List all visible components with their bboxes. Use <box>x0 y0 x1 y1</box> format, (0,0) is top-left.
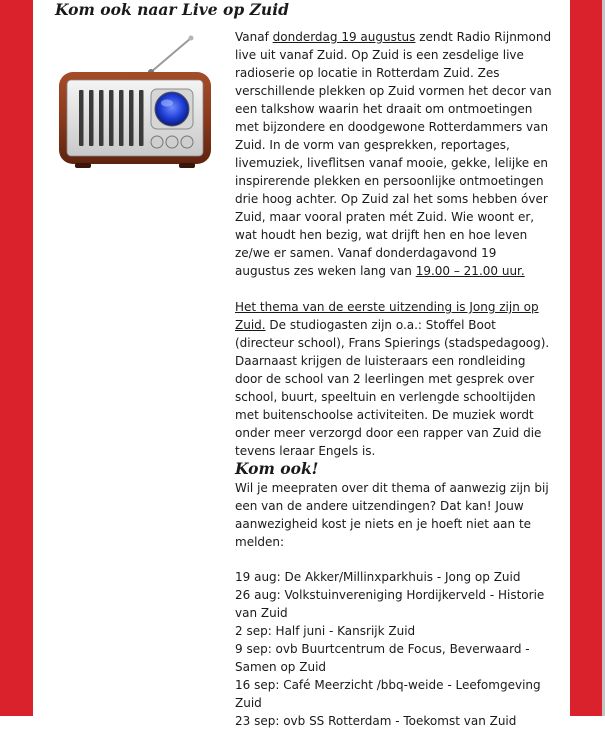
intro-body: zendt Radio Rijnmond live uit vanaf Zuid. Op Zuid is een zesdelige live radioserie op locatie in Rotterdam Zuid. Zes verschillende plekken op Zuid vormen het decor van een talkshow waarin het draait om ontmoetingen met bijzondere en doodgewone Rotterdammers van Zuid. In de vorm van gesprekken, reportages, livemuziek, liveflitsen vanaf mooie, gekke, lelijke en inspirerende plekken en persoonlijke ontmoetingen drie hoog achter. Op Zuid zal het soms hebben óver Zuid, maar vooral praten mét Zuid. Wie woont er, wat houdt hen bezig, wat drijft hen en hoe leven ze/we er samen. Vanaf donderdagavond 19 augustus zes weken lang van <box>235 30 552 278</box>
radio-image <box>53 34 221 174</box>
schedule-item: 2 sep: Half juni - Kansrijk Zuid <box>235 624 416 638</box>
intro-paragraph <box>235 28 555 280</box>
theme-body: De studiogasten zijn o.a.: Stoffel Boot (directeur school), Frans Spierings (stadspedagoog). Daarnaast krijgen de luisteraars een rondleiding door de school van 2 leerlingen met gesprek over school, buurt, speeltuin en verlengde schooltijden met buitenschoolse activiteiten. De muziek wordt onder meer verzorgd door een rapper van Zuid die tevens leraar Engels is. <box>235 318 550 458</box>
invite-text: Wil je meepraten over dit thema of aanwezig zijn bij een van de andere uitzendingen? Dat kan! Jouw aanwezigheid kost je niets en je hoeft niet aan te melden: <box>235 481 549 549</box>
article <box>33 0 570 728</box>
schedule-item: 19 aug: De Akker/Millinxparkhuis - Jong op Zuid <box>235 570 521 584</box>
intro-pre: Vanaf <box>235 30 273 44</box>
schedule-list <box>235 568 555 730</box>
start-date-link[interactable]: donderdag 19 augustus <box>272 30 416 44</box>
theme-paragraph <box>235 298 555 460</box>
broadcast-time-link[interactable]: 19.00 – 21.00 uur. <box>415 264 525 278</box>
kom-ook-heading: Kom ook! <box>235 459 319 478</box>
schedule-item: 9 sep: ovb Buurtcentrum de Focus, Beverwaard - Samen op Zuid <box>235 642 530 674</box>
invite-paragraph <box>235 479 555 551</box>
right-red-bar <box>570 0 605 716</box>
schedule-item: 16 sep: Café Meerzicht /bbq-weide - Leefomgeving Zuid <box>235 678 541 710</box>
article-title: Kom ook naar Live op Zuid <box>55 0 289 19</box>
schedule-item: 23 sep: ovb SS Rotterdam - Toekomst van Zuid <box>235 714 517 728</box>
theme-link[interactable]: Het thema van de eerste uitzending is Jong zijn op Zuid. <box>235 300 539 332</box>
left-red-bar <box>0 0 33 716</box>
schedule-item: 26 aug: Volkstuinvereniging Hordijkerveld - Historie van Zuid <box>235 588 545 620</box>
